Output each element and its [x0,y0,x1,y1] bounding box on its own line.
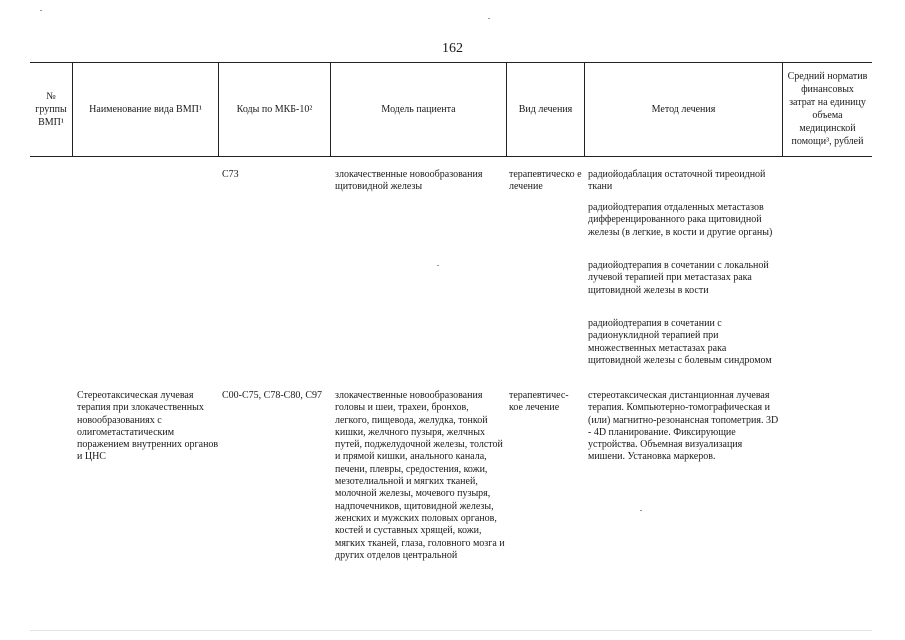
row1-method-4: радиойодтерапия в сочетании с радионуклидной терапией при множественных метастазах рака щитовидной железы с болевым синдромом [588,318,772,366]
header-mkb-codes-label: Коды по МКБ-10² [236,103,313,115]
header-vmp-name [73,62,218,156]
row2-patient-model: злокачественные новообразования головы и шеи, трахеи, бронхов, легкого, пищевода, желудка, тонкой кишки, желчного пузыря, желчных путей, поджелудочной железы, толстой и прямой кишки, анального канала, печени, плевры, средостения, кожи, мезотелиальной и мягких тканей, молочной железы, мочевого пузыря, надпочечников, щитовидной железы, женских и мужских половых органов, костей и суставных хрящей, кожи, мягких тканей, глаза, головного мозга и других отделов центральной [335,390,505,561]
row1-patient-model: злокачественные новообразования щитовидной железы [335,169,483,193]
row2-method-1: стереотаксическая дистанционная лучевая терапия. Компьютерно-томографическая и (или) магнитно-резонансная топометрия. 3D - 4D планирование. Фиксирующие устройства. Объемная визуализация мишени. Установка маркеров. [588,390,779,463]
row1-treatment-type: терапевтическо е лечение [509,169,582,193]
header-group-number [30,62,72,156]
header-patient-model-label: Модель пациента [381,103,456,115]
row1-codes: C73 [222,169,239,180]
header-average-norm [783,62,872,156]
row1-method-3: радиойодтерапия в сочетании с локальной лучевой терапией при метастазах рака щитовидной железы в кости [588,260,769,296]
row2-treatment-type: терапевтичес-кое лечение [509,390,569,414]
header-group-number-label: № группы ВМП¹ [35,90,67,128]
header-mkb-codes [219,62,330,156]
scan-artifact-dot [640,510,642,511]
page-number: 162 [442,41,463,56]
header-treatment-method [585,62,782,156]
scan-artifact-dot [488,18,490,19]
header-average-norm-label: Средний норматив финансовых затрат на единицу объема медицинской помощи³, рублей [787,71,868,147]
scan-artifact-dot [437,265,439,266]
row2-codes: C00-C75, C78-C80, C97 [222,390,323,401]
row1-method-2: радиойодтерапия отдаленных метастазов дифференцированного рака щитовидной железы (в легкие, в кости и другие органы) [588,202,773,238]
row1-method-1: радиойодаблация остаточной тиреоидной ткани [588,169,766,193]
header-vmp-name-label: Наименование вида ВМП¹ [89,103,202,115]
header-patient-model [331,62,506,156]
header-treatment-type-label: Вид лечения [518,103,573,115]
header-treatment-method-label: Метод лечения [651,103,716,115]
row2-vmp-name: Стереотаксическая лучевая терапия при злокачественных новообразованиях с олигометастатическим поражением внутренних органов и ЦНС [77,390,219,463]
header-treatment-type [507,62,584,156]
scan-artifact-dot [40,10,42,11]
scan-artifact-line [30,630,872,631]
table-header-bottom-border [30,156,872,157]
